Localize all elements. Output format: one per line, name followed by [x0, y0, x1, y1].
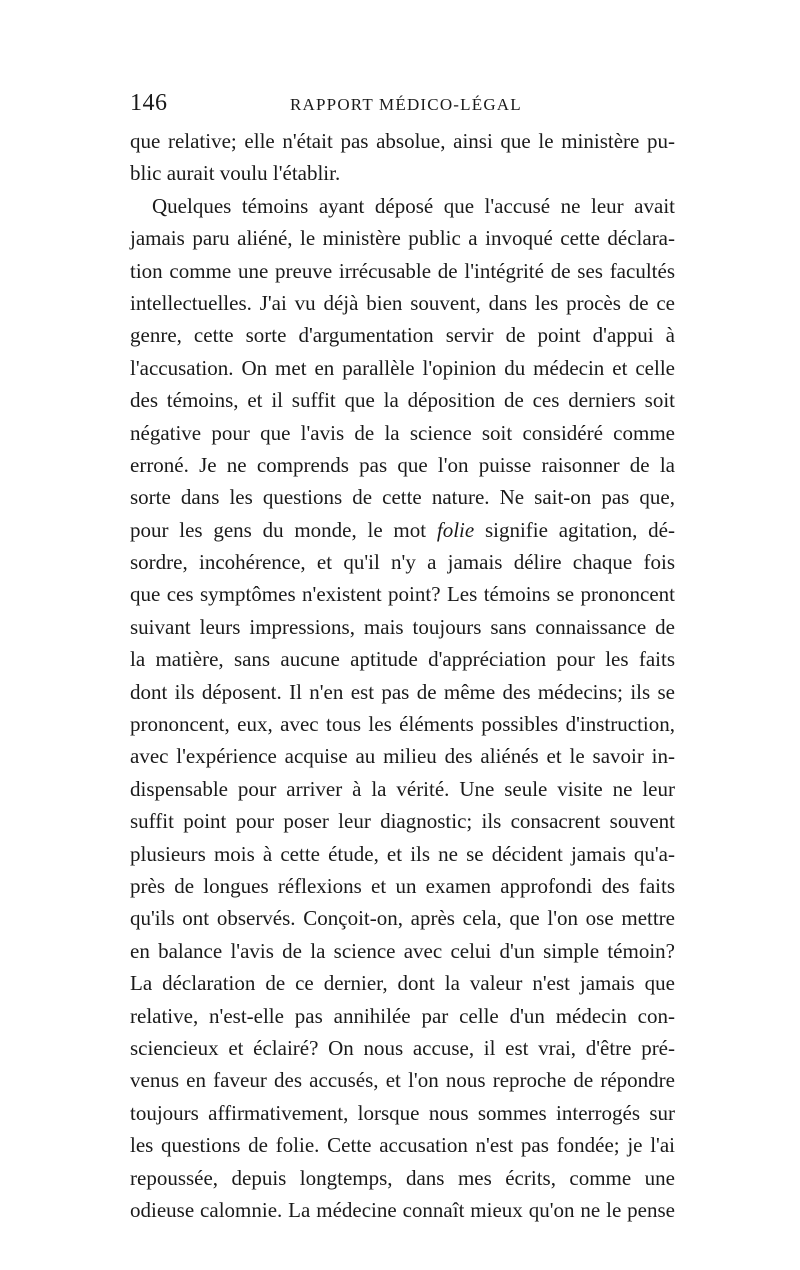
text-line: que relative; elle n'était pas absolue, ainsi que le ministère pu-: [130, 129, 675, 153]
text-line: que ces symptômes n'existent point? Les témoins se prononcent: [130, 582, 675, 607]
text-line: La déclaration de ce dernier, dont la valeur n'est jamais que: [130, 971, 675, 996]
text-line: tion comme une preuve irrécusable de l'intégrité de ses facultés: [130, 258, 675, 283]
text-line: jamais paru aliéné, le ministère public a invoqué cette déclara-: [130, 226, 675, 251]
text-line: dont ils déposent. Il n'en est pas de même des médecins; ils se: [130, 679, 675, 704]
text-line: négative pour que l'avis de la science soit considéré comme: [130, 420, 675, 445]
text-line-with-italic: [130, 514, 675, 546]
text-line: Quelques témoins ayant déposé que l'accusé ne leur avait: [152, 193, 675, 218]
text-fragment: pour les gens du monde, le mot: [130, 517, 437, 542]
text-line: plusieurs mois à cette étude, et ils ne se décident jamais qu'a-: [130, 841, 675, 866]
running-title: RAPPORT MÉDICO-LÉGAL: [290, 95, 522, 114]
text-line: sorte dans les questions de cette nature. Ne sait-on pas que,: [130, 485, 675, 510]
text-line: repoussée, depuis longtemps, dans mes écrits, comme une: [130, 1165, 675, 1190]
text-line: relative, n'est-elle pas annihilée par celle d'un médecin con-: [130, 1003, 675, 1028]
italic-word: folie: [436, 517, 475, 542]
text-line: les questions de folie. Cette accusation n'est pas fondée; je l'ai: [130, 1133, 675, 1158]
text-line: dispensable pour arriver à la vérité. Une seule visite ne leur: [130, 776, 675, 801]
text-line: suivant leurs impressions, mais toujours sans connaissance de: [130, 614, 675, 639]
text-line: suffit point pour poser leur diagnostic; ils consacrent souvent: [130, 809, 675, 834]
text-line: prononcent, eux, avec tous les éléments possibles d'instruction,: [130, 712, 675, 737]
text-line: genre, cette sorte d'argumentation servir de point d'appui à: [130, 323, 675, 348]
text-line: des témoins, et il suffit que la déposition de ces derniers soit: [130, 388, 675, 413]
body-text: [130, 125, 675, 1226]
text-line: erroné. Je ne comprends pas que l'on puisse raisonner de la: [130, 452, 675, 477]
page-number: 146: [130, 90, 168, 116]
text-line: avec l'expérience acquise au milieu des aliénés et le savoir in-: [130, 744, 675, 769]
text-line: l'accusation. On met en parallèle l'opinion du médecin et celle: [130, 355, 675, 380]
text-line: la matière, sans aucune aptitude d'appréciation pour les faits: [130, 647, 675, 672]
text-line: en balance l'avis de la science avec celui d'un simple témoin?: [130, 938, 675, 963]
text-fragment: signifie agitation, dé-: [474, 517, 675, 542]
text-line: intellectuelles. J'ai vu déjà bien souvent, dans les procès de ce: [130, 290, 675, 315]
text-line: qu'ils ont observés. Conçoit-on, après cela, que l'on ose mettre: [130, 906, 675, 931]
text-line: sordre, incohérence, et qu'il n'y a jamais délire chaque fois: [130, 550, 675, 575]
text-line: odieuse calomnie. La médecine connaît mieux qu'on ne le pense: [130, 1197, 675, 1222]
text-line: sciencieux et éclairé? On nous accuse, il est vrai, d'être pré-: [130, 1035, 675, 1060]
text-line: près de longues réflexions et un examen approfondi des faits: [130, 873, 675, 898]
text-line: toujours affirmativement, lorsque nous sommes interrogés sur: [130, 1100, 675, 1125]
text-line: venus en faveur des accusés, et l'on nous reproche de répondre: [130, 1068, 675, 1093]
running-head: [130, 90, 675, 120]
text-line: blic aurait voulu l'établir.: [130, 161, 341, 186]
